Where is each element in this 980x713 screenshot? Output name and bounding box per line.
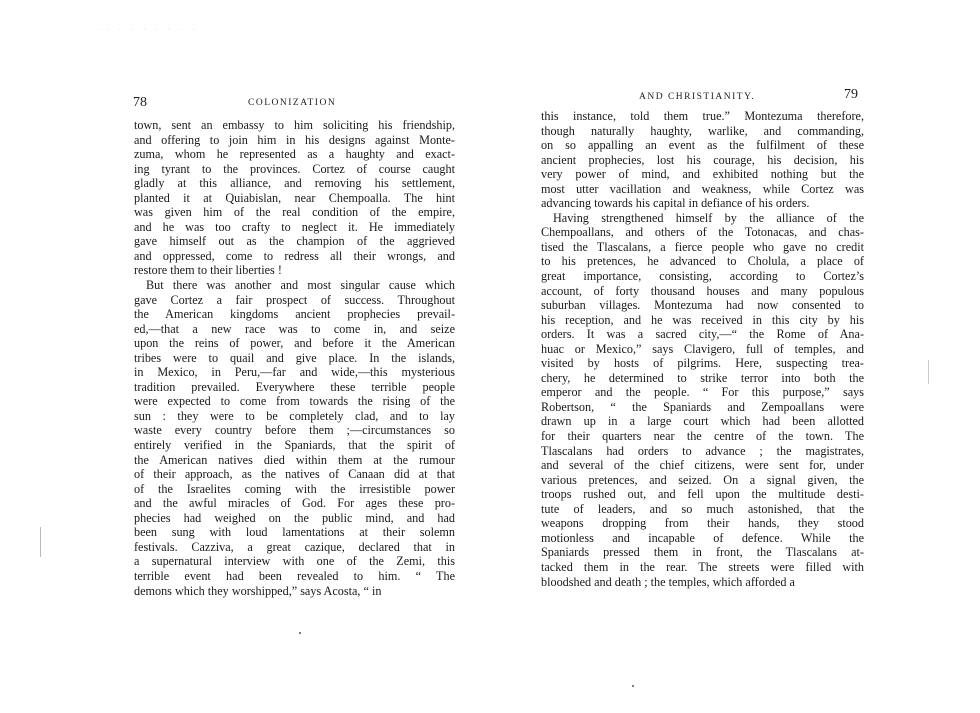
text-line: suburban villages. Montezuma had now consented to (541, 298, 864, 313)
text-line: tribes were to quail and give place. In the islands, (134, 350, 455, 365)
text-line: various pretences, and seized. On a signal given, the (541, 472, 864, 487)
text-line: Robertson, “ the Spaniards and Zempoallans were (541, 399, 864, 414)
text-line: restore them to their liberties ! (134, 263, 282, 278)
text-line: and the awful miracles of God. For ages these pro- (134, 496, 455, 511)
scan-speck (632, 685, 634, 687)
text-line: bloodshed and death ; the temples, which afforded a (541, 574, 795, 589)
text-line: entirely verified in the Spaniards, that the spirit of (134, 438, 455, 453)
right-page (490, 0, 980, 713)
text-line: Tlascalans had orders to advance ; the magistrates, (541, 443, 864, 458)
text-line: most utter vacillation and weakness, while Cortez was (541, 181, 864, 196)
text-line: chery, he determined to strike terror into both the (541, 370, 864, 385)
scan-speck (299, 632, 301, 634)
text-line: ing tyrant to the provinces. Cortez of course caught (134, 161, 455, 176)
text-line: But there was another and most singular cause which (146, 278, 455, 293)
text-line: and several of the chief citizens, were sent for, under (541, 458, 864, 473)
text-line: motionless and incapable of defence. While the (541, 530, 864, 545)
running-head: AND CHRISTIANITY. (639, 92, 756, 102)
text-line: very power of mind, and exhibited nothing but the (541, 167, 864, 182)
text-line: upon the reins of power, and before it the American (134, 336, 455, 351)
text-line: on so appalling an event as the fulfilment of these (541, 138, 864, 153)
text-line: huac or Mexico,” says Clavigero, full of temples, and (541, 341, 864, 356)
text-line: the American natives died within them at the rumour (134, 452, 455, 467)
text-line: demons which they worshipped,” says Acosta, “ in (134, 583, 382, 598)
text-line: drawn up in a large court which had been allotted (541, 414, 864, 429)
text-line: tradition prevailed. Everywhere these terrible people (134, 379, 455, 394)
text-line: phecies had weighed on the public mind, and had (134, 510, 455, 525)
text-line: and oppressed, come to redress all their wrongs, and (134, 248, 455, 263)
text-line: gave himself out as the champion of the aggrieved (134, 234, 455, 249)
text-line: tised the Tlascalans, a fierce people who gave no credit (541, 239, 864, 254)
body-text (134, 118, 455, 598)
text-line: festivals. Cazziva, a great cazique, declared that in (134, 539, 455, 554)
text-line: were expected to come from towards the rising of the (134, 394, 455, 409)
text-line: and he was too crafty to neglect it. He immediately (134, 219, 455, 234)
text-line: a supernatural interview with one of the Zemi, this (134, 554, 455, 569)
text-line: was given him of the real condition of the empire, (134, 205, 455, 220)
text-line: this instance, told them true.” Montezuma therefore, (541, 109, 864, 123)
text-line: though naturally haughty, warlike, and commanding, (541, 123, 864, 138)
page-number: 79 (844, 87, 858, 102)
scan-mark (928, 360, 929, 384)
text-line: account, of forty thousand houses and many populous (541, 283, 864, 298)
text-line: ancient prophecies, lost his courage, his decision, his (541, 152, 864, 167)
text-line: Having strengthened himself by the alliance of the (553, 210, 864, 225)
text-line: planted it at Quiabislan, near Chempoalla. The hint (134, 190, 455, 205)
text-line: been sung with loud lamentations at their solemn (134, 525, 455, 540)
text-line: visited by hosts of pilgrims. Here, suspecting trea- (541, 356, 864, 371)
text-line: sun : they were to be completely clad, and to lay (134, 408, 455, 423)
text-line: tute of leaders, and so much astonished, that the (541, 501, 864, 516)
text-line: terrible event had been revealed to him. “ The (134, 568, 455, 583)
text-line: weapons dropping from their hands, they stood (541, 516, 864, 531)
text-line: for their quarters near the centre of the town. The (541, 429, 864, 444)
text-line: waste every country before them ;—circumstances so (134, 423, 455, 438)
text-line: in Mexico, in Peru,—far and wide,—this mysterious (134, 365, 455, 380)
text-line: ed,—that a new race was to come in, and seize (134, 321, 455, 336)
text-line: emperor and the people. “ For this purpose,” says (541, 385, 864, 400)
text-line: zuma, whom he represented as a haughty and exact- (134, 147, 455, 162)
text-line: orders. It was a sacred city,—“ the Rome of Ana- (541, 327, 864, 342)
text-line: Chempoallans, and others of the Totonacas, and chas- (541, 225, 864, 240)
text-line: gladly at this alliance, and removing his settlement, (134, 176, 455, 191)
page-number: 78 (133, 95, 147, 110)
scan-artifact: ·· · · · · · · · (100, 26, 199, 33)
text-line: of their approach, as the natives of Canaan did at that (134, 467, 455, 482)
text-line: town, sent an embassy to him soliciting his friendship, (134, 118, 455, 132)
text-line: great importance, consisting, according to Cortez’s (541, 269, 864, 284)
text-line: and offering to join him in his designs against Monte- (134, 132, 455, 147)
text-line: troops rushed out, and fell upon the multitude desti- (541, 487, 864, 502)
running-head: COLONIZATION (248, 98, 337, 108)
text-line: tacked them in the rear. The streets were filled with (541, 559, 864, 574)
text-line: his reception, and he was received in this city by his (541, 312, 864, 327)
text-line: of the Israelites coming with the irresistible power (134, 481, 455, 496)
body-text (541, 109, 864, 589)
text-line: to his pretences, he advanced to Cholula, a place of (541, 254, 864, 269)
text-line: Spaniards pressed them in front, the Tlascalans at- (541, 545, 864, 560)
text-line: advancing towards his capital in defiance of his orders. (541, 196, 810, 211)
text-line: the American kingdoms ancient prophecies prevail- (134, 307, 455, 322)
scan-mark (40, 527, 41, 557)
text-line: gave Cortez a fair prospect of success. Throughout (134, 292, 455, 307)
